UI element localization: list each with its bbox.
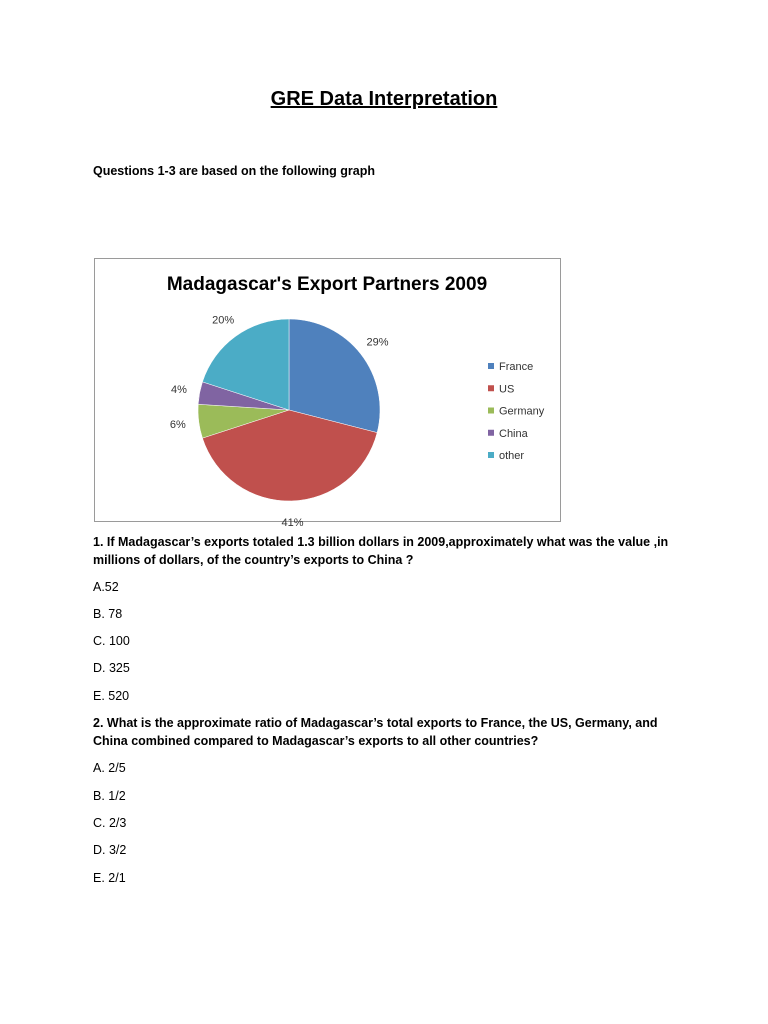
legend-label-germany: Germany [499, 405, 545, 418]
q2-option-c: C. 2/3 [93, 816, 127, 830]
page-title: GRE Data Interpretation [270, 88, 498, 110]
question-2: 2. What is the approximate ratio of Madagascar’s total exports to France, the US, Germany, and China combined compared to Madagascar’s exports to all other countries? [93, 716, 658, 748]
legend-swatch-us [488, 385, 494, 391]
q1-option-b: B. 78 [93, 607, 123, 621]
legend-label-other: other [499, 450, 525, 462]
slice-label-us: 41% [281, 516, 304, 529]
slice-label-other: 20% [212, 314, 235, 327]
legend-label-france: France [499, 361, 534, 373]
legend-swatch-france [488, 363, 494, 369]
legend-swatch-china [488, 430, 494, 436]
legend-swatch-germany [488, 408, 494, 414]
q2-option-e: E. 2/1 [93, 871, 126, 885]
pie-chart-svg [95, 259, 560, 529]
q2-option-a: A. 2/5 [93, 761, 126, 775]
legend-swatch-other [488, 452, 494, 458]
legend-label-china: China [499, 427, 528, 440]
chart-legend [488, 361, 545, 462]
legend-label-us: US [499, 383, 515, 396]
slice-label-germany: 6% [169, 419, 186, 432]
q1-option-a: A.52 [93, 580, 119, 594]
q2-option-d: D. 3/2 [93, 843, 127, 857]
intro-text: Questions 1-3 are based on the following graph [93, 164, 375, 178]
q2-option-b: B. 1/2 [93, 789, 126, 803]
chart-title: Madagascar's Export Partners 2009 [166, 274, 488, 295]
q1-option-d: D. 325 [93, 661, 130, 675]
question-1: 1. If Madagascar’s exports totaled 1.3 billion dollars in 2009,approximately what was the value ,in millions of dollars, of the country’s exports to China ? [93, 535, 669, 567]
slice-label-china: 4% [171, 384, 187, 397]
q1-option-c: C. 100 [93, 634, 130, 648]
slice-label-france: 29% [366, 336, 389, 349]
q1-option-e: E. 520 [93, 689, 130, 703]
pie-chart [94, 258, 561, 529]
pie-slices [198, 319, 380, 501]
